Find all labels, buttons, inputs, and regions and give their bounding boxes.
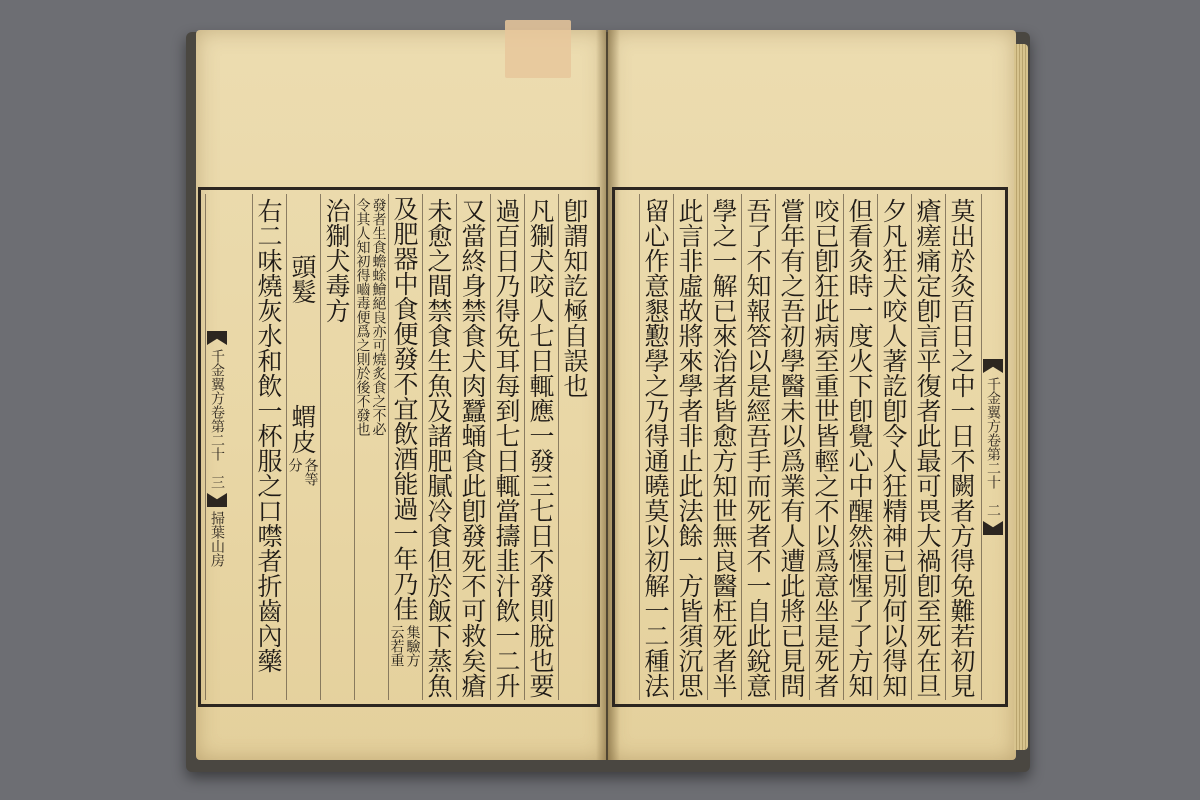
annotation-note — [287, 454, 318, 486]
fish-tail-mark — [207, 493, 227, 507]
left-column-3 — [490, 194, 521, 700]
note-line: 集驗方 — [404, 625, 421, 667]
margin-title: 千金翼方卷第二十 — [209, 349, 225, 461]
text-line: 莫出於灸百日之中一日不闕者方得免難若初見 — [947, 198, 976, 698]
right-column-6 — [775, 194, 806, 700]
text-line: 未愈之間禁食生魚及諸肥膩冷食但於飯下蒸魚 — [424, 198, 453, 698]
text-line: 凡猘犬咬人七日輒應一發三七日不發則脫也要 — [526, 198, 555, 698]
heading-line: 治猘犬毒方 — [322, 198, 351, 323]
text-line: 吾了不知報答以是經吾手而死者不一自此銳意 — [743, 198, 772, 698]
text-line: 學之一解已來治者皆愈方知世無良醫枉死者半 — [709, 198, 738, 698]
note-line: 云若重 — [388, 625, 405, 667]
left-column-9 — [286, 194, 317, 700]
ingredient-2: 蝟皮 — [288, 404, 317, 454]
fish-tail-mark — [983, 359, 1003, 373]
right-column-7 — [741, 194, 772, 700]
right-column-2 — [911, 194, 942, 700]
margin-title: 千金翼方卷第二十 — [985, 377, 1001, 489]
right-column-8 — [707, 194, 738, 700]
text-line: 此言非虛故將來學者非止此法餘一方皆須沉思 — [675, 198, 704, 698]
text-line: 及肥器中食便發不宜飲酒能過一年乃佳 — [390, 196, 419, 621]
right-column-4 — [843, 194, 874, 700]
right-margin-strip — [981, 194, 1004, 700]
page-edges — [1014, 44, 1028, 750]
margin-page-number: 三 — [209, 475, 225, 489]
note-line: 發者生食蟾蜍鱠絕良亦可燒炙食之不必 — [370, 198, 387, 436]
left-column-5 — [422, 194, 453, 700]
annotation-note — [355, 194, 386, 700]
left-text-frame — [198, 187, 600, 707]
text-line: 右二味燒灰水和飲一杯服之口噤者折齒內藥 — [254, 198, 283, 673]
note-line: 分 — [286, 458, 303, 472]
text-line: 過百日乃得免耳每到七日輒當擣韭汁飲一二升 — [492, 198, 521, 698]
margin-page-number: 二 — [985, 503, 1001, 517]
text-line: 咬已卽狂此病至重世皆輕之不以爲意坐是死者 — [811, 198, 840, 698]
right-column-3 — [877, 194, 908, 700]
left-column-7 — [354, 194, 385, 700]
left-column-10 — [252, 194, 283, 700]
text-line: 但看灸時一度火下卽覺心中醒然惺惺了了方知 — [845, 198, 874, 698]
text-line: 卽謂知訖極自誤也 — [560, 198, 589, 398]
annotation-note — [389, 621, 420, 667]
note-line: 各等 — [302, 458, 319, 486]
note-line: 令其人知初得嚙毒便爲之則於後不發也 — [354, 198, 371, 436]
left-margin-strip — [205, 194, 228, 700]
fish-tail-mark — [207, 331, 227, 345]
right-column-1 — [945, 194, 976, 700]
right-text-frame — [612, 187, 1008, 707]
margin-press-name: 掃葉山房 — [209, 511, 225, 567]
fish-tail-mark — [983, 521, 1003, 535]
ingredient-1: 頭髮 — [288, 254, 317, 304]
left-column-8 — [320, 194, 351, 700]
right-column-10 — [639, 194, 670, 700]
text-line: 夕凡狂犬咬人著訖卽令人狂精神已別何以得知 — [879, 198, 908, 698]
text-line: 嘗年有之吾初學醫未以爲業有人遭此將已見問 — [777, 198, 806, 698]
text-line: 又當終身禁食犬肉蠶蛹食此卽發死不可救矣瘡 — [458, 198, 487, 698]
text-line: 瘡瘥痛定卽言平復者此最可畏大禍卽至死在旦 — [913, 198, 942, 698]
left-column-4 — [456, 194, 487, 700]
left-column-1 — [558, 194, 589, 700]
text-line: 留心作意懇懃學之乃得通曉莫以初解一二種法 — [641, 198, 670, 698]
right-column-5 — [809, 194, 840, 700]
paper-label-tag — [505, 20, 571, 78]
right-column-9 — [673, 194, 704, 700]
left-column-6 — [388, 194, 419, 700]
left-column-2 — [524, 194, 555, 700]
